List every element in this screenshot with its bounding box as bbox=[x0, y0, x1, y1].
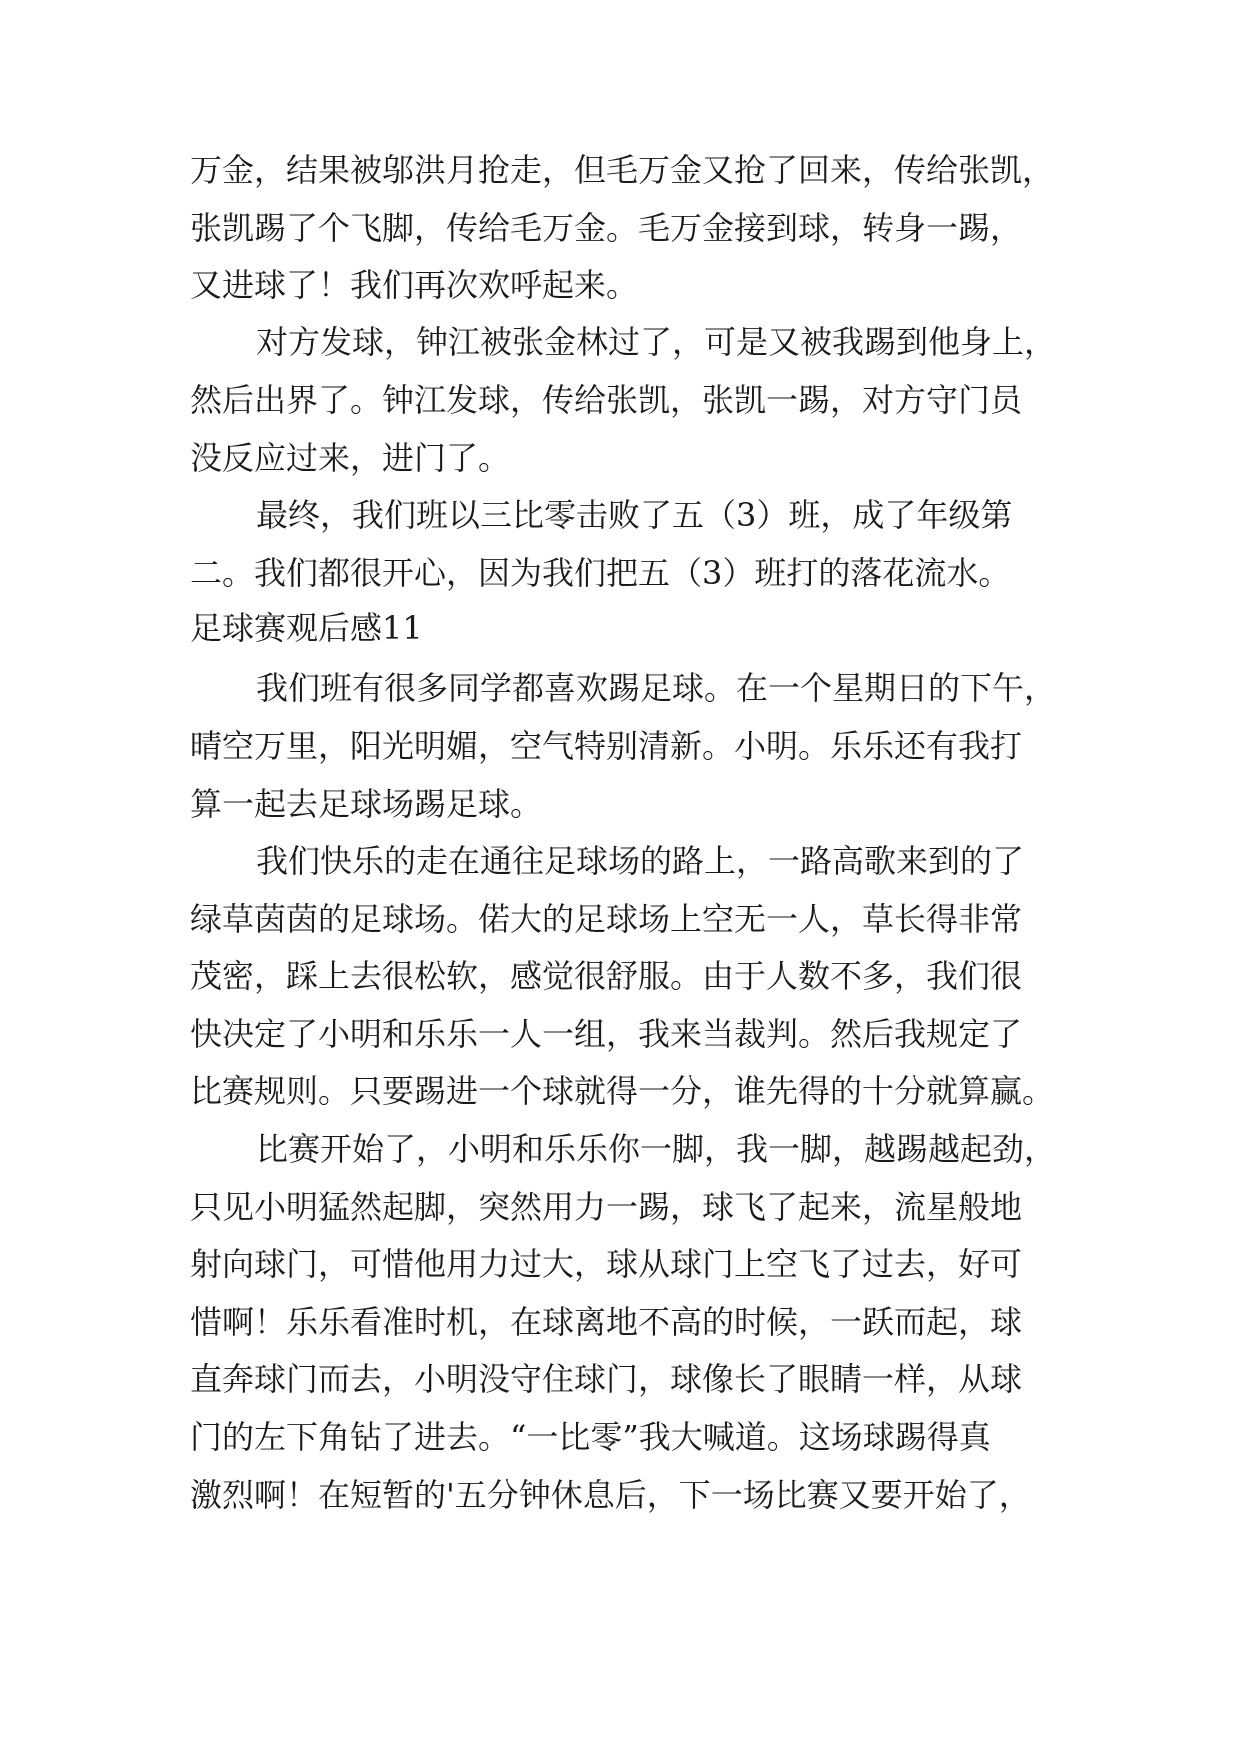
text-line: 晴空万里，阳光明媚，空气特别清新。小明。乐乐还有我打 bbox=[190, 727, 1023, 765]
paragraph-first-line: 我们班有很多同学都喜欢踢足球。在一个星期日的下午， bbox=[256, 669, 1057, 707]
text-line: 又进球了！我们再次欢呼起来。 bbox=[190, 266, 639, 304]
text-line: 二。我们都很开心，因为我们把五（3）班打的落花流水。 bbox=[190, 554, 1011, 592]
text-line: 惜啊！乐乐看准时机，在球离地不高的时候，一跃而起，球 bbox=[190, 1303, 1023, 1341]
paragraph-first-line: 我们快乐的走在通往足球场的路上，一路高歌来到的了 bbox=[256, 842, 1025, 880]
text-line: 算一起去足球场踢足球。 bbox=[190, 785, 543, 823]
text-line: 激烈啊！在短暂的'五分钟休息后，下一场比赛又要开始了， bbox=[190, 1476, 1031, 1514]
section-heading: 足球赛观后感11 bbox=[190, 609, 423, 647]
text-line: 然后出界了。钟江发球，传给张凯，张凯一踢，对方守门员 bbox=[190, 381, 1023, 419]
text-line: 门的左下角钻了进去。“一比零”我大喊道。这场球踢得真 bbox=[190, 1418, 991, 1456]
text-line: 茂密，踩上去很松软，感觉很舒服。由于人数不多，我们很 bbox=[190, 957, 1023, 995]
paragraph-first-line: 最终，我们班以三比零击败了五（3）班，成了年级第 bbox=[256, 496, 1013, 534]
text-line: 绿草茵茵的足球场。偌大的足球场上空无一人，草长得非常 bbox=[190, 900, 1023, 938]
paragraph-first-line: 比赛开始了，小明和乐乐你一脚，我一脚，越踢越起劲， bbox=[256, 1130, 1057, 1168]
paragraph-first-line: 对方发球，钟江被张金林过了，可是又被我踢到他身上， bbox=[256, 323, 1057, 361]
text-line: 比赛规则。只要踢进一个球就得一分，谁先得的十分就算赢。 bbox=[190, 1072, 1055, 1110]
text-line: 射向球门，可惜他用力过大，球从球门上空飞了过去，好可 bbox=[190, 1245, 1023, 1283]
text-line: 张凯踢了个飞脚，传给毛万金。毛万金接到球，转身一踢， bbox=[190, 209, 1023, 247]
text-line: 直奔球门而去，小明没守住球门，球像长了眼睛一样，从球 bbox=[190, 1360, 1023, 1398]
text-line: 只见小明猛然起脚，突然用力一踢，球飞了起来，流星般地 bbox=[190, 1188, 1023, 1226]
text-line: 万金，结果被邬洪月抢走，但毛万金又抢了回来，传给张凯， bbox=[190, 151, 1055, 189]
text-line: 快决定了小明和乐乐一人一组，我来当裁判。然后我规定了 bbox=[190, 1015, 1023, 1053]
text-line: 没反应过来，进门了。 bbox=[190, 439, 511, 477]
